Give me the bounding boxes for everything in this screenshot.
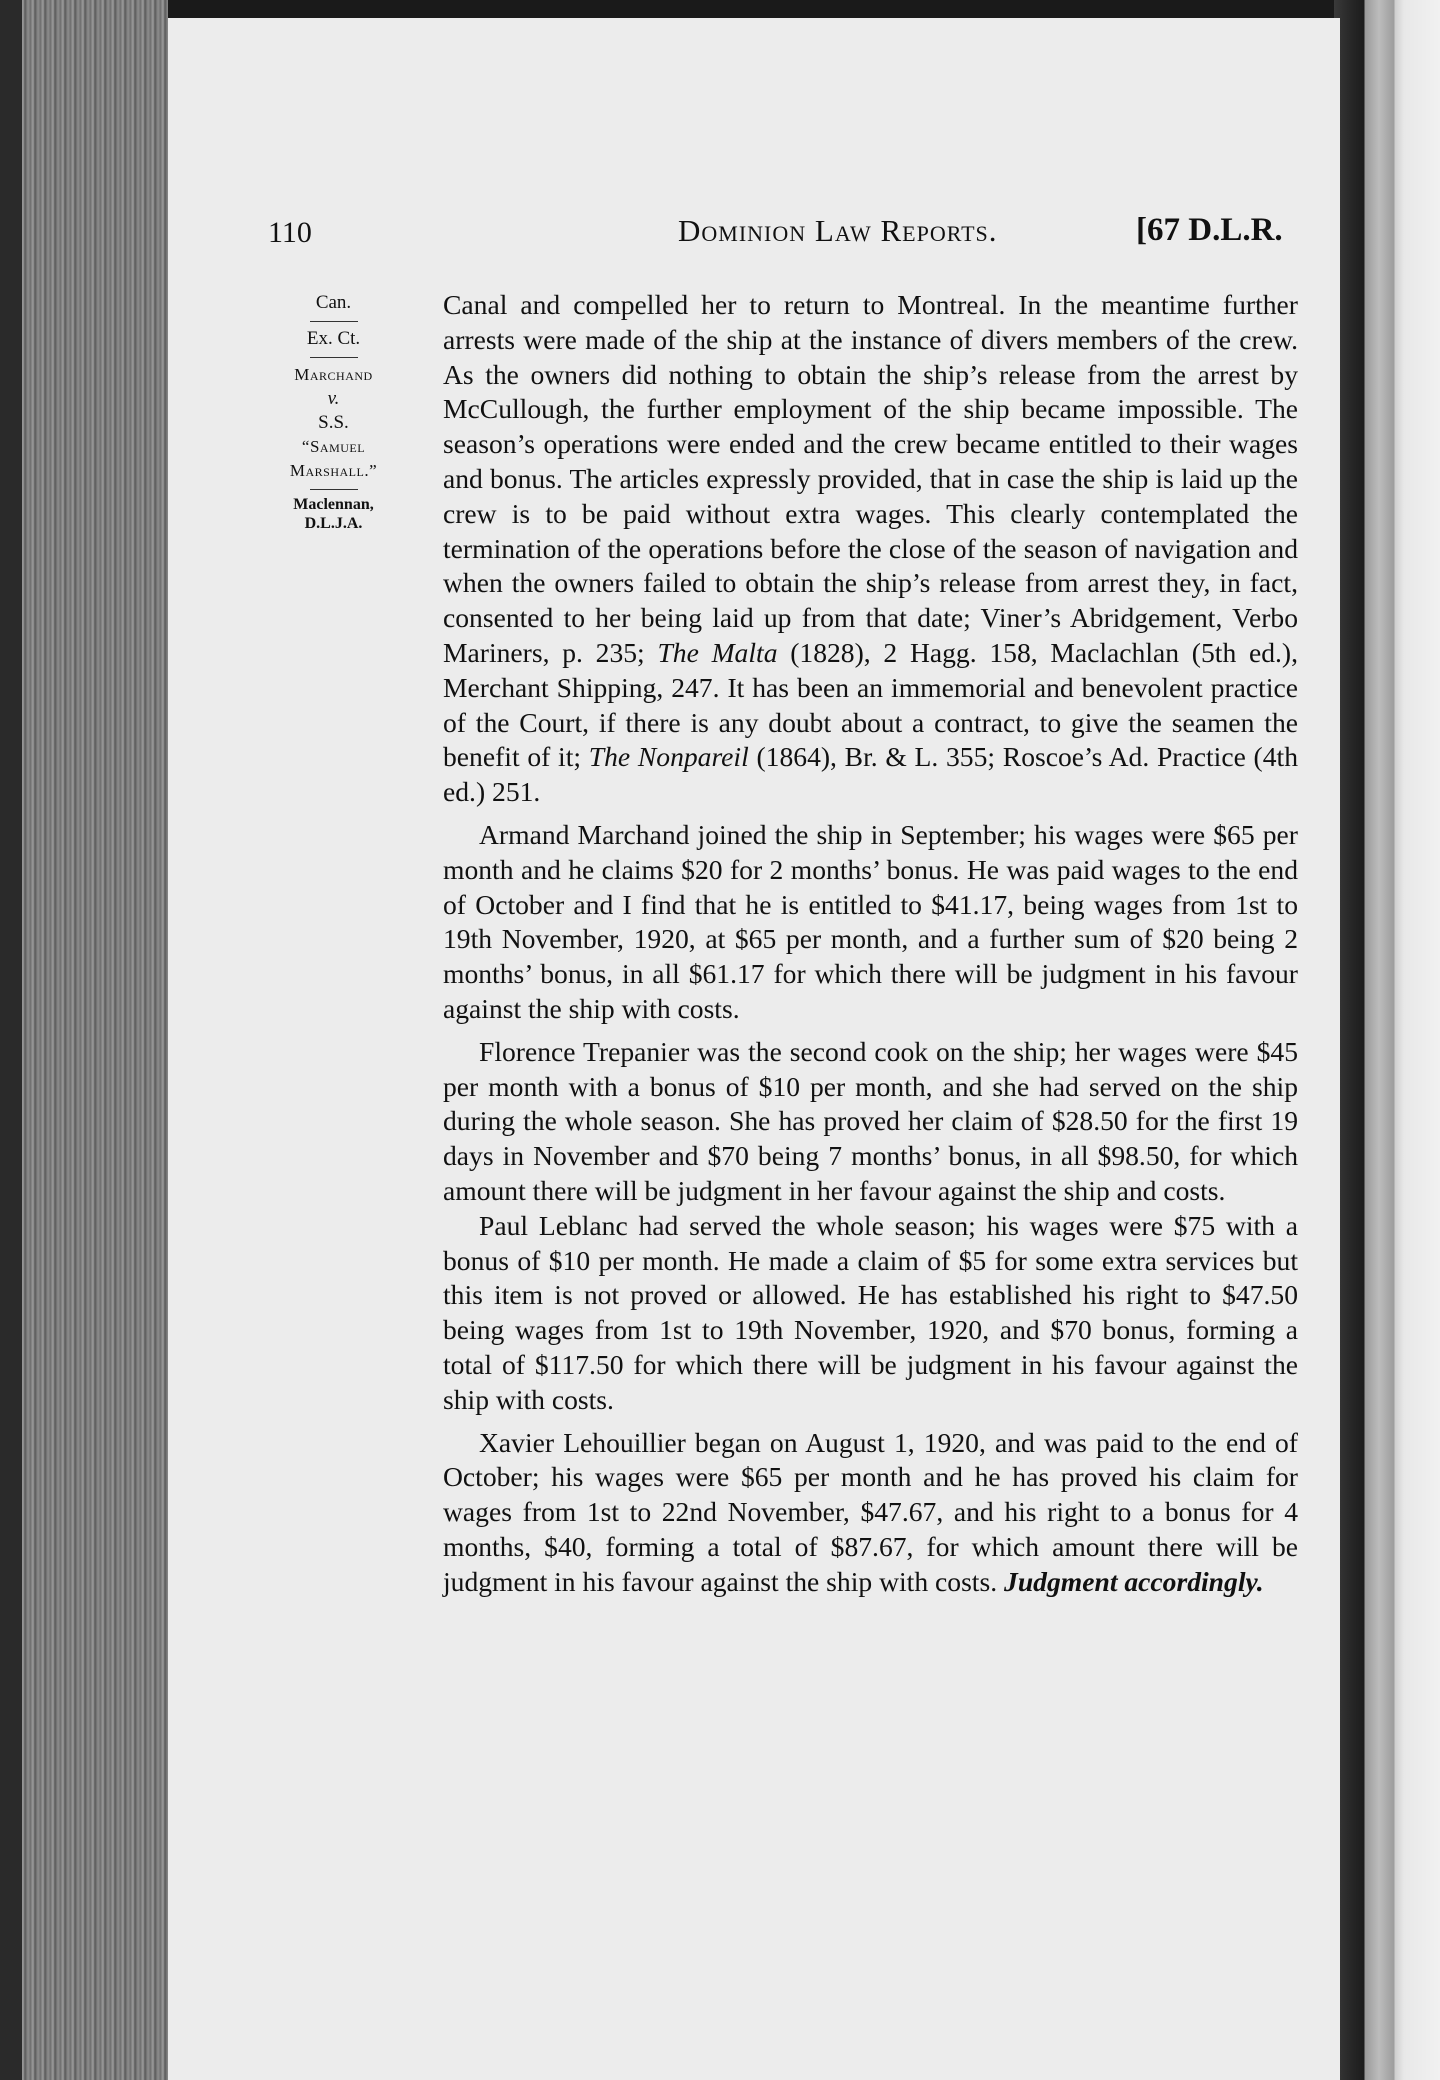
case-sidenote	[266, 291, 401, 533]
sidenote-party: Marchand	[294, 365, 373, 384]
sidenote-versus: v.	[327, 388, 340, 409]
running-head: Dominion Law Reports.	[678, 213, 998, 248]
sidenote-ship-prefix: S.S.	[318, 412, 349, 433]
sidenote-division: Ex. Ct.	[306, 328, 361, 349]
book-page	[168, 18, 1340, 2080]
text-run: Xavier Lehouillier began on August 1, 1920, and was paid to the end of October; his wages were $65 per month and he has proved his claim for wages from 1st to 22nd November, $47.67, and his right to a bonus for 4 months, $40, forming a total of $87.67, for which amount there will be judgment in his favour against the ship with costs.	[443, 1426, 1298, 1597]
case-name: The Nonpareil	[588, 741, 749, 773]
volume-reference: [67 D.L.R.	[1136, 212, 1283, 248]
sidenote-court: Can.	[315, 292, 352, 313]
paragraph: Armand Marchand joined the ship in September; his wages were $65 per month and he claims $20 for 2 months’ bonus. He was paid wages to the end of October and I find that he is entitled to $41.17, being wages from 1st to 19th November, 1920, at $65 per month, and a further sum of $20 being 2 months’ bonus, in all $61.17 for which there will be judgment in his favour against the ship with costs.	[443, 818, 1298, 1024]
sidenote-ship-name: “Samuel	[301, 437, 366, 456]
paragraph: Florence Trepanier was the second cook on the ship; her wages were $45 per month with a bonus of $10 per month, and she had served on the ship during the whole season. She has proved her claim of $28.50 for the first 19 days in November and $70 being 7 months’ bonus, in all $98.50, for which amount there will be judgment in her favour against the ship and costs.	[443, 1035, 1298, 1206]
page-number: 110	[268, 216, 312, 249]
judgment-text	[443, 288, 1298, 1599]
text-run: (1828), 2 Hagg. 158, Maclachlan (5th ed.), Merchant Shipping, 247. It has been an immemorial and benevolent practice of the Court, if there is any doubt about a contract, to give the seamen the benefit of it;	[443, 636, 1299, 773]
text-run: (1864), Br. & L. 355; Roscoe’s Ad. Practice (4th ed.) 251.	[443, 741, 1298, 808]
closing-order: Judgment accordingly.	[1004, 1565, 1264, 1597]
text-run: Canal and compelled her to return to Montreal. In the meantime further arrests were made of the ship at the instance of divers members of the crew. As the owners did nothing to obtain the ship’s release from the arrest by McCullough, the further employment of the ship became impossible. The season’s operations were ended and the crew became entitled to their wages and bonus. The articles expressly provided, that in case the ship is laid up the crew is to be paid without extra wages. This clearly contemplated the termination of the operations before the close of the season of navigation and when the owners failed to obtain the ship’s release from arrest they, in fact, consented to her being laid up from that date; Viner’s Abridgement, Verbo Mariners, p. 235;	[443, 289, 1298, 668]
sidenote-rule	[310, 357, 358, 358]
case-name: The Malta	[657, 636, 778, 668]
sidenote-judge-title: D.L.J.A.	[304, 515, 363, 532]
page-edges	[0, 0, 168, 2080]
paragraph: Paul Leblanc had served the whole season; his wages were $75 with a bonus of $10 per month. He made a claim of $5 for some extra services but this item is not proved or allowed. He has established his right to $47.50 being wages from 1st to 19th November, 1920, and $70 bonus, forming a total of $117.50 for which there will be judgment in his favour against the ship with costs.	[443, 1209, 1298, 1415]
book-spine-shadow	[0, 0, 22, 2080]
sidenote-rule	[310, 489, 358, 490]
sidenote-rule	[310, 321, 358, 322]
paragraph	[443, 1426, 1298, 1600]
paragraph	[443, 288, 1298, 810]
facing-page-shadow	[1334, 0, 1440, 2080]
sidenote-judge: Maclennan,	[293, 496, 374, 513]
sidenote-ship-name: Marshall.”	[289, 461, 378, 480]
